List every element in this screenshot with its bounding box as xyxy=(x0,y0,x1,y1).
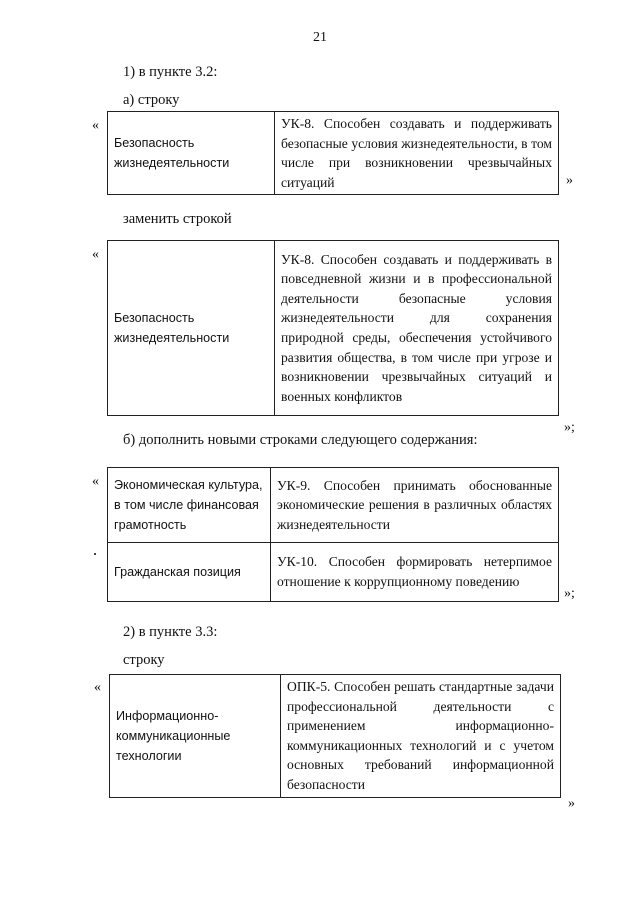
table-row xyxy=(108,112,559,195)
competency-table-4 xyxy=(109,674,561,798)
table-cell-category: Информационно-коммуникационные технологии xyxy=(110,675,281,798)
table-cell-category: Гражданская позиция xyxy=(108,543,271,602)
competency-table-3 xyxy=(107,467,559,602)
table-cell-competency: УК-9. Способен принимать обоснованные экономические решения в различных областях жизнедеятельности xyxy=(271,468,559,543)
open-quote: « xyxy=(92,118,99,133)
scan-speck xyxy=(94,553,96,555)
table-cell-competency: ОПК-5. Способен решать стандартные задачи профессиональной деятельности с применением информационно-коммуникационных технологий и с учетом основных требований информационной безопасности xyxy=(281,675,561,798)
paragraph-item-1b: б) дополнить новыми строками следующего содержания: xyxy=(123,432,478,448)
open-quote: « xyxy=(92,247,99,262)
paragraph-replace: заменить строкой xyxy=(123,211,232,227)
paragraph-item-1a: а) строку xyxy=(123,92,180,108)
close-quote: »; xyxy=(564,420,575,435)
table-cell-competency: УК-10. Способен формировать нетерпимое отношение к коррупционному поведению xyxy=(271,543,559,602)
table-cell-competency: УК-8. Способен создавать и поддерживать в повседневной жизни и в профессиональной деятельности безопасные условия жизнедеятельности для сохранения природной среды, обеспечения устойчивого развития общества, в том числе при угрозе и возникновении чрезвычайных ситуаций и военных конфликтов xyxy=(275,241,559,416)
table-row xyxy=(108,468,559,543)
competency-table-1 xyxy=(107,111,559,195)
table-cell-category: Безопасность жизнедеятельности xyxy=(108,112,275,195)
paragraph-item-2: 2) в пункте 3.3: xyxy=(123,624,218,640)
close-quote: » xyxy=(566,173,573,188)
competency-table-2 xyxy=(107,240,559,416)
close-quote: »; xyxy=(564,586,575,601)
table-cell-category: Безопасность жизнедеятельности xyxy=(108,241,275,416)
table-cell-category: Экономическая культура, в том числе финансовая грамотность xyxy=(108,468,271,543)
page-number: 21 xyxy=(313,30,327,45)
paragraph-item-1: 1) в пункте 3.2: xyxy=(123,64,218,80)
open-quote: « xyxy=(94,680,101,695)
table-cell-competency: УК-8. Способен создавать и поддерживать безопасные условия жизнедеятельности, в том числе при возникновении чрезвычайных ситуаций xyxy=(275,112,559,195)
open-quote: « xyxy=(92,474,99,489)
paragraph-item-2a: строку xyxy=(123,652,165,668)
table-row xyxy=(108,241,559,416)
table-row xyxy=(108,543,559,602)
table-row xyxy=(110,675,561,798)
close-quote: » xyxy=(568,796,575,811)
